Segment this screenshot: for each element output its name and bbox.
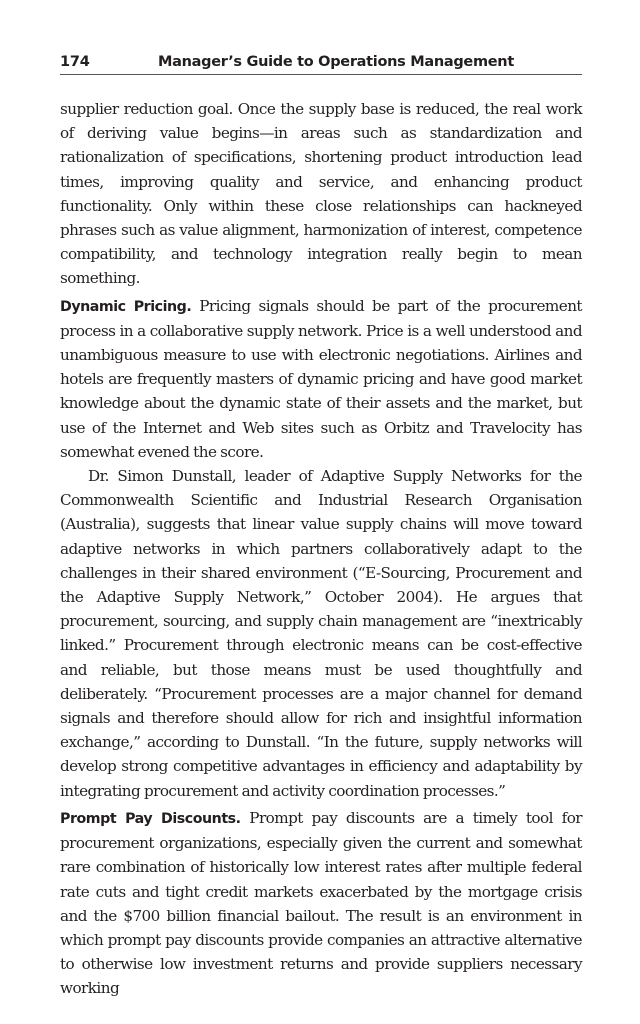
running-header (60, 54, 582, 75)
section-heading-dynamic-pricing: Dynamic Pricing. (60, 298, 192, 315)
section-text-prompt-pay: Prompt pay discounts are a timely tool for procurement organizations, especially given the current and somewhat rare combination of historically low interest rates after multiple federal rate cuts and tight credit markets exacerbated by the mortgage crisis and the $700 billion financial bailout. The result is an environment in which prompt pay discounts provide companies an attractive alternative to otherwise low investment returns and provide suppliers necessary working (60, 808, 582, 998)
section-text-dynamic-pricing: Pricing signals should be part of the procurement process in a collaborative supply network. Price is a well understood and unambiguous measure to use with electronic negotiations. Airlines and hotels are frequently masters of dynamic pricing and have good market knowledge about the dynamic state of their assets and the market, but use of the Internet and Web sites such as Orbitz and Travelocity has somewhat evened the score. (60, 296, 582, 461)
section-prompt-pay-discounts (60, 806, 582, 1001)
section-dynamic-pricing (60, 294, 582, 464)
book-page (60, 54, 582, 1001)
body-text (60, 97, 582, 1001)
paragraph-supplier-reduction: supplier reduction goal. Once the supply base is reduced, the real work of deriving value begins—in areas such as standardization and rationalization of specifications, shortening product introduction lead times, improving quality and service, and enhancing product functionality. Only within these close relationships can hackneyed phrases such as value alignment, harmonization of interest, competence compatibility, and technology integration really begin to mean something. (60, 100, 582, 288)
page-number: 174 (60, 54, 90, 70)
running-title: Manager’s Guide to Operations Management (158, 54, 514, 70)
section-heading-prompt-pay: Prompt Pay Discounts. (60, 810, 241, 827)
paragraph-dunstall: Dr. Simon Dunstall, leader of Adaptive Supply Networks for the Commonwealth Scientific and Industrial Research Organisation (Australia), suggests that linear value supply chains will move toward adaptive networks in which partners collaboratively adapt to the challenges in their shared environment (“E-Sourcing, Procurement and the Adaptive Supply Network,” October 2004). He argues that procurement, sourcing, and supply chain management are “inextricably linked.” Procurement through electronic means can be cost-effective and reliable, but those means must be used thoughtfully and deliberately. “Procurement processes are a major channel for demand signals and therefore should allow for rich and insightful information exchange,” according to Dunstall. “In the future, supply networks will develop strong competitive advantages in efficiency and adaptability by integrating procurement and activity coordination processes.” (60, 467, 582, 800)
